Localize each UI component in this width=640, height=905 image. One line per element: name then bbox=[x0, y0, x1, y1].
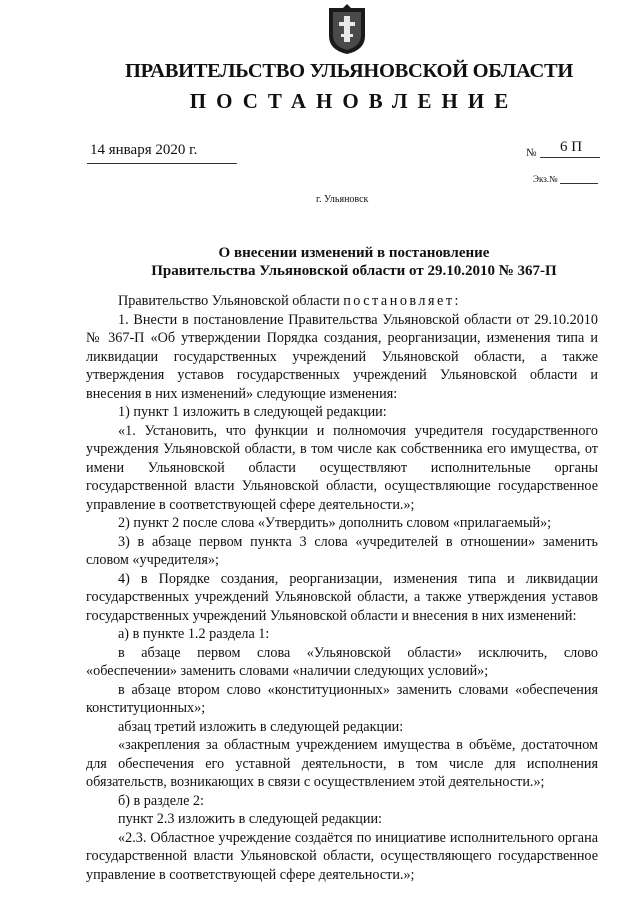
intro-prefix: Правительство Ульяновской области bbox=[118, 293, 344, 309]
government-name: ПРАВИТЕЛЬСТВО УЛЬЯНОВСКОЙ ОБЛАСТИ bbox=[124, 60, 574, 82]
body-paragraph: б) в разделе 2: bbox=[118, 792, 204, 809]
body-paragraph: 1) пункт 1 изложить в следующей редакции: bbox=[118, 404, 387, 420]
body-paragraph: абзац третий изложить в следующей редакции: bbox=[118, 718, 404, 735]
body-paragraph: 4) в Порядке создания, реорганизации, изменения типа и ликвидации государственных учреждений Ульяновской области, а также утверждения уставов государственных учреждений Ульяновской области и внесения в них изменений: bbox=[86, 570, 598, 624]
body-paragraph: 2) пункт 2 после слова «Утвердить» дополнить словом «прилагаемый»; bbox=[118, 515, 552, 531]
city: г. Ульяновск bbox=[316, 194, 369, 205]
number-label: № bbox=[526, 147, 537, 159]
heading-line-1: О внесении изменений в постановление bbox=[218, 245, 490, 261]
document-number: 6 П bbox=[560, 139, 583, 155]
body-paragraph: в абзаце втором слово «конституционных» заменить словами «обеспечения конституционных»; bbox=[86, 681, 598, 716]
body-paragraph: пункт 2.3 изложить в следующей редакции: bbox=[118, 811, 382, 827]
intro-decides: постановляет: bbox=[343, 293, 461, 309]
body-paragraph: 3) в абзаце первом пункта 3 слова «учредителей в отношении» заменить словом «учредителя»; bbox=[86, 533, 598, 568]
number-underline bbox=[540, 157, 600, 158]
copy-number-label: Экз.№ bbox=[533, 174, 558, 184]
copy-number-underline bbox=[560, 183, 598, 184]
body-paragraph: в абзаце первом слова «Ульяновской области» исключить, слово «обеспечении» заменить словами «наличии следующих условий»; bbox=[86, 644, 598, 679]
body-paragraph: «1. Установить, что функции и полномочия учредителя государственного учреждения Ульяновской области, в том числе как собственника его имущества, от имени Ульяновской области осуществляют исполнительные органы государственной власти Ульяновской области, осуществляющие государственное управление в соответствующей сфере деятельности.»; bbox=[86, 422, 598, 513]
coat-of-arms-icon bbox=[327, 4, 367, 56]
document-type: ПОСТАНОВЛЕНИЕ bbox=[189, 89, 519, 113]
date-underline bbox=[87, 163, 237, 164]
body-paragraph: «закрепления за областным учреждением имущества в объёме, достаточном для обеспечения его уставной деятельности, в том числе для исполнения обязательств, возникающих в связи с осуществлением этой деятельности.»; bbox=[86, 737, 598, 790]
body-paragraph: «2.3. Областное учреждение создаётся по инициативе исполнительного органа государственной власти Ульяновской области, осуществляющего государственное управление в соответствующей сфере деятельности.»; bbox=[86, 829, 598, 883]
document-heading bbox=[0, 244, 640, 280]
body-paragraph: 1. Внести в постановление Правительства Ульяновской области от 29.10.2010 № 367-П «Об утверждении Порядка создания, реорганизации, изменения типа и ликвидации государственных учреждений Ульяновской области, а также утверждения уставов государственных учреждений Ульяновской области и внесения в них изменений» следующие изменения: bbox=[86, 311, 598, 402]
document-date: 14 января 2020 г. bbox=[90, 142, 198, 158]
heading-line-2: Правительства Ульяновской области от 29.10.2010 № 367-П bbox=[151, 263, 557, 279]
intro-paragraph bbox=[86, 292, 598, 311]
document-body bbox=[86, 292, 598, 884]
body-paragraph: а) в пункте 1.2 раздела 1: bbox=[118, 626, 270, 642]
